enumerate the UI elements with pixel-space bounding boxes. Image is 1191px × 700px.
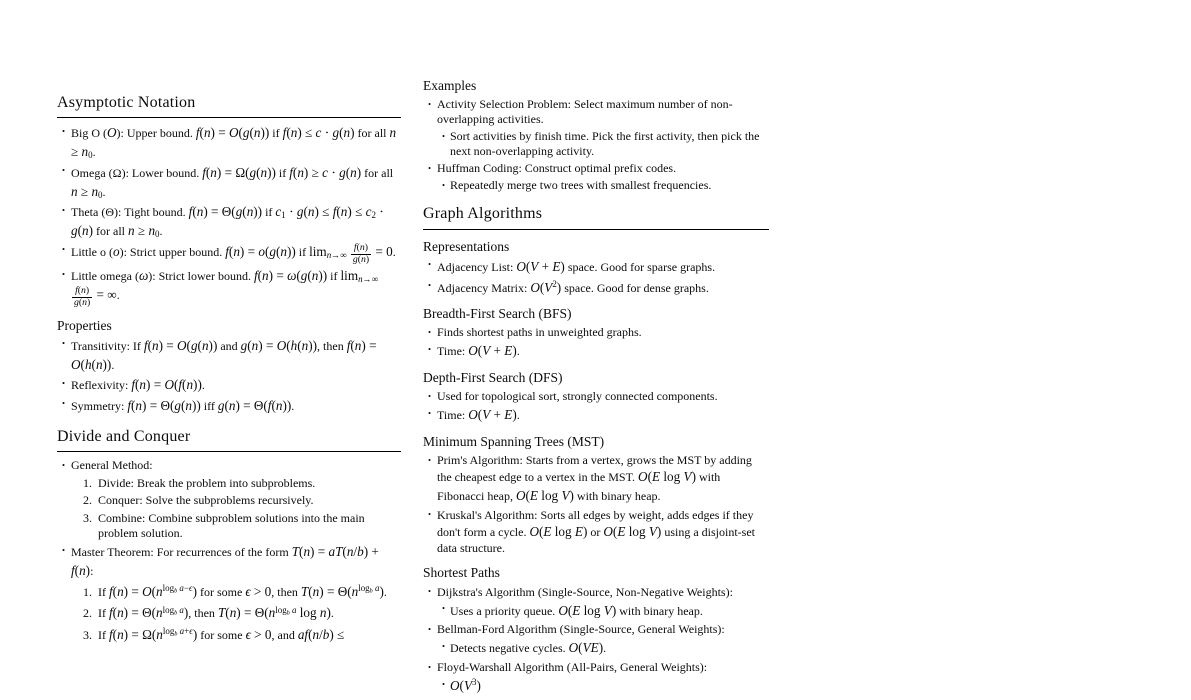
math-expression: g(n) = Θ(f(n)) (217, 398, 292, 414)
math-expression: f(n) = ω(g(n)) (253, 268, 328, 284)
sub-list (437, 602, 769, 621)
list-item (57, 543, 401, 644)
math-expression: $T(n) = \Theta(n^{log_b a}$ log n) (217, 604, 331, 621)
list-item: • Transitivity: If f(n) = O(g(n)) and g(n) = O(h(n)), then f(n) = O(h(n)). (57, 337, 401, 374)
math-expression: $f(n) = \Omega(n^{log_b a+\epsilon})$ (109, 625, 198, 642)
math-expression: O(V + E) (516, 258, 565, 274)
math-expression: O(E log V) (515, 488, 574, 503)
list-item (423, 660, 769, 696)
math-expression: O(E log V) (638, 469, 696, 485)
numbered-item: 2. If $f(n) = \Theta(n^{log_b a})$, then $T(n) = \Theta(n^{log_b a}$ log n). (95, 604, 401, 623)
subsection-heading-bfs: Breadth-First Search (BFS) (423, 306, 572, 322)
math-expression: f(n) = Θ(g(n)) (127, 398, 201, 414)
math-expression: O(E log E) (529, 523, 588, 539)
list-item (423, 161, 769, 193)
left-column (57, 94, 401, 648)
math-expression: $c_1 \cdot g(n) \le f(n) \le c_2 \cdot g(n)$ (71, 204, 384, 239)
math-expression: O(VE) (568, 640, 604, 656)
list-item: • Reflexivity: f(n) = O(f(n)). (57, 376, 401, 395)
list-item (57, 458, 401, 541)
math-expression: ω (138, 268, 149, 284)
sub-list-item: • Sort activities by finish time. Pick the first activity, then pick the next non-overlapping activity. (437, 129, 769, 159)
list-item (423, 97, 769, 159)
list-item: • Time: O(V + E). (423, 342, 769, 361)
math-expression: o (113, 243, 120, 259)
representations-list (423, 258, 769, 297)
section-heading-asymptotic-notation: Asymptotic Notation (57, 94, 401, 118)
list-item: • Prim's Algorithm: Starts from a vertex, grows the MST by adding the cheapest edge to a vertex in the MST. O(E log V) with Fibonacci heap, O(E log V) with binary heap. (423, 453, 769, 505)
math-expression: f(n) ≤ c ⋅ g(n) (282, 125, 355, 141)
math-expression: $n \ge n_0$ (128, 223, 160, 240)
right-column (423, 78, 769, 700)
list-item: • Little omega (ω): Strict lower bound. f(n) = ω(g(n)) if $\lim_{n\to\infty}$ $\frac{f(n)}{g(n)}$ = ∞. (57, 267, 401, 308)
list-item (423, 585, 769, 621)
master-theorem-cases (71, 583, 401, 644)
subsection-heading-representations: Representations (423, 238, 510, 254)
math-expression: $O(V^3)$ (450, 677, 481, 694)
subsection-heading-dfs: Depth-First Search (DFS) (423, 370, 563, 386)
numbered-item: 3. If $f(n) = \Omega(n^{log_b a+\epsilon})$ for some ϵ > 0, and af(n/b) ≤ (95, 626, 401, 645)
sub-list-item (437, 677, 769, 696)
math-expression: f(n) ≥ c ⋅ g(n) (289, 164, 362, 180)
math-expression: T(n) = aT(n/b) + f(n) (71, 544, 379, 578)
math-expression: f(n) = o(g(n)) (225, 243, 296, 259)
section-heading-divide-and-conquer: Divide and Conquer (57, 428, 401, 452)
math-expression: f(n) = Ω(g(n)) (202, 164, 276, 180)
list-item: • Theta (Θ): Tight bound. f(n) = Θ(g(n)) if $c_1 \cdot g(n) \le f(n) \le c_2 \cdot g(n)$ for all $n \ge n_0$. (57, 203, 401, 240)
shortest-paths-list (423, 585, 769, 696)
math-expression: O(V + E) (468, 407, 517, 423)
asymptotic-notation-list (57, 124, 401, 308)
list-item: • Little o (o): Strict upper bound. f(n) = o(g(n)) if $\lim_{n\to\infty}$ $\frac{f(n)}{g(n)}$ = 0. (57, 243, 401, 266)
list-item (423, 622, 769, 658)
list-item-text: General Method: (71, 458, 153, 473)
sub-list (437, 129, 769, 159)
list-item: • Symmetry: f(n) = Θ(g(n)) iff g(n) = Θ(f(n)). (57, 397, 401, 416)
subsection-heading-mst: Minimum Spanning Trees (MST) (423, 434, 605, 450)
math-expression: $\lim_{n\to\infty}$ $\frac{f(n)}{g(n)}$ = ∞ (74, 268, 378, 309)
math-expression: g(n) = O(h(n)) (240, 337, 318, 353)
math-expression: O(E log V) (558, 602, 617, 618)
list-item-text: Huffman Coding: Construct optimal prefix codes. (437, 161, 677, 176)
list-item: • Adjacency List: O(V + E) space. Good for sparse graphs. (423, 258, 769, 277)
dfs-list (423, 389, 769, 425)
math-expression: f(n) = O(h(n)) (71, 337, 377, 372)
section-heading-graph-algorithms: Graph Algorithms (423, 205, 769, 229)
sub-list-item: • Detects negative cycles. O(VE). (437, 639, 769, 658)
math-expression: $O(V^2)$ (530, 278, 562, 295)
list-item: • Adjacency Matrix: $O(V^2)$ space. Good for dense graphs. (423, 279, 769, 298)
list-item: • Omega (Ω): Lower bound. f(n) = Ω(g(n)) if f(n) ≥ c ⋅ g(n) for all $n \ge n_0$. (57, 164, 401, 201)
math-expression: f(n) = Θ(g(n)) (188, 204, 263, 220)
math-expression: $n \ge n_0$ (71, 125, 397, 161)
math-expression: ϵ > 0 (245, 584, 272, 600)
list-item: • Finds shortest paths in unweighted graphs. (423, 325, 769, 340)
numbered-item: 1. Divide: Break the problem into subproblems. (95, 476, 401, 491)
math-expression: ϵ > 0 (245, 626, 272, 642)
list-item: • Kruskal's Algorithm: Sorts all edges by weight, adds edges if they don't form a cycle. O(E log E) or O(E log V) using a disjoint-set data structure. (423, 508, 769, 557)
math-expression: O(E log V) (603, 523, 662, 539)
math-expression: O (107, 125, 117, 141)
list-item-text: Dijkstra's Algorithm (Single-Source, Non-Negative Weights): (437, 584, 733, 599)
math-expression: f(n) = O(g(n)) (195, 125, 270, 141)
math-expression: $f(n) = O(n^{log_b a-\epsilon})$ (109, 583, 197, 600)
math-expression: $\lim_{n\to\infty}$ $\frac{f(n)}{g(n)}$ = 0 (309, 241, 393, 265)
list-item-text: Bellman-Ford Algorithm (Single-Source, General Weights): (437, 622, 725, 637)
math-expression: f(n) = O(f(n)) (131, 377, 202, 393)
numbered-item: 3. Combine: Combine subproblem solutions into the main problem solution. (95, 511, 401, 541)
divide-and-conquer-list (57, 458, 401, 644)
sub-list (437, 677, 769, 696)
numbered-item: 2. Conquer: Solve the subproblems recursively. (95, 493, 401, 508)
general-method-steps (71, 476, 401, 541)
mst-list (423, 453, 769, 556)
math-expression: f(n) = O(g(n)) (143, 337, 218, 353)
list-item: • Used for topological sort, strongly connected components. (423, 389, 769, 404)
math-expression: O(V + E) (468, 343, 517, 359)
list-item-text: Master Theorem: For recurrences of the form T(n) = aT(n/b) + f(n): (71, 544, 379, 578)
bfs-list (423, 325, 769, 361)
math-expression: $f(n) = \Theta(n^{log_b a})$ (109, 604, 189, 621)
sub-list-item: • Uses a priority queue. O(E log V) with binary heap. (437, 602, 769, 621)
list-item-text: Floyd-Warshall Algorithm (All-Pairs, General Weights): (437, 660, 708, 675)
numbered-item: 1. If $f(n) = O(n^{log_b a-\epsilon})$ for some ϵ > 0, then $T(n) = \Theta(n^{log_b a})$. (95, 583, 401, 602)
properties-list (57, 337, 401, 416)
subsection-heading-shortest-paths: Shortest Paths (423, 565, 500, 581)
list-item-text: Activity Selection Problem: Select maximum number of non-overlapping activities. (437, 97, 733, 127)
math-expression: af(n/b) ≤ (297, 626, 345, 642)
subsection-heading-examples: Examples (423, 78, 477, 93)
sub-list-item: • Repeatedly merge two trees with smallest frequencies. (437, 178, 769, 193)
list-item: • Big O (O): Upper bound. f(n) = O(g(n)) if f(n) ≤ c ⋅ g(n) for all $n \ge n_0$. (57, 124, 401, 161)
sub-list (437, 178, 769, 193)
math-expression: $T(n) = \Theta(n^{log_b a})$ (300, 583, 384, 600)
list-item: • Time: O(V + E). (423, 406, 769, 425)
subsection-heading-properties: Properties (57, 317, 112, 333)
math-expression: $n \ge n_0$ (71, 183, 103, 200)
examples-list (423, 97, 769, 193)
sub-list (437, 639, 769, 658)
